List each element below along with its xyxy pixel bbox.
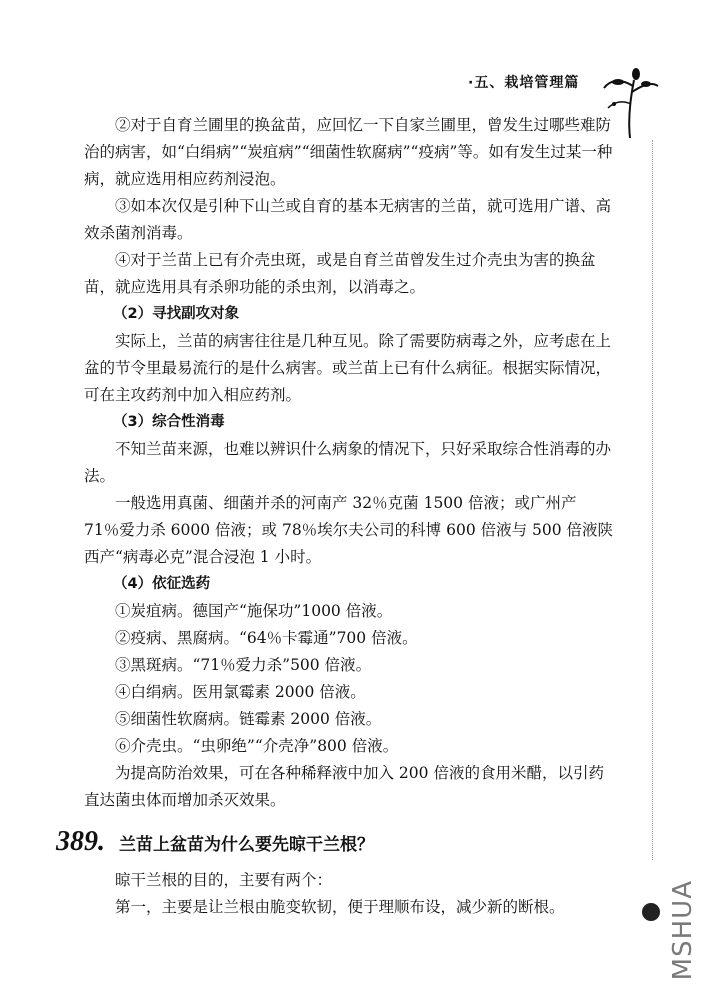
watermark: MSHUA — [668, 880, 698, 981]
list-item: ①炭疽病。德国产“施保功”1000 倍液。 — [115, 602, 393, 620]
paragraph: 一般选用真菌、细菌并杀的河南产 32％克菌 1500 倍液；或广州产 71％爱力杀 6000 倍液；或 78％埃尔夫公司的科博 600 倍液与 500 倍液陕西产“病毒必克”混合浸泡 1 小时。 — [84, 494, 614, 566]
list-item: ④白绢病。医用氯霉素 2000 倍液。 — [115, 683, 366, 701]
question-title: 兰苗上盆苗为什么要先晾干兰根？ — [119, 835, 374, 855]
chapter-title: ·五、栽培管理篇 — [468, 75, 580, 91]
paragraph: ③如本次仅是引种下山兰或自育的基本无病害的兰苗，就可选用广谱、高效杀菌剂消毒。 — [84, 197, 612, 242]
question-number: 389. — [56, 826, 105, 857]
question-heading — [56, 828, 616, 859]
section-heading: （4）依征选药 — [113, 576, 211, 592]
paragraph: 晾干兰根的目的，主要有两个： — [115, 871, 333, 889]
section-heading: （3）综合性消毒 — [113, 414, 225, 430]
paragraph: ④对于兰苗上已有介壳虫斑，或是自育兰苗曾发生过介壳虫为害的换盆苗，就应选用具有杀卵功能的杀虫剂，以消毒之。 — [84, 251, 596, 296]
page-marker-dot — [642, 903, 660, 921]
list-item: ②疫病、黑腐病。“64％卡霉通”700 倍液。 — [115, 629, 418, 647]
paragraph: 为提高防治效果，可在各种稀释液中加入 200 倍液的食用米醋，以引药直达菌虫体而增加杀灭效果。 — [84, 764, 604, 809]
list-item: ⑤细菌性软腐病。链霉素 2000 倍液。 — [115, 710, 382, 728]
section-heading: （2）寻找副攻对象 — [113, 306, 240, 322]
paragraph: 实际上，兰苗的病害往往是几种互见。除了需要防病毒之外，应考虑在上盆的节令里最易流行的是什么病害。或兰苗上已有什么病征。根据实际情况，可在主攻药剂中加入相应药剂。 — [84, 332, 612, 404]
paragraph: ②对于自育兰圃里的换盆苗，应回忆一下自家兰圃里，曾发生过哪些难防治的病害，如“白绢病”“炭疽病”“细菌性软腐病”“疫病”等。如有发生过某一种病，就应选用相应药剂浸泡。 — [84, 116, 613, 188]
paragraph: 不知兰苗来源，也难以辨识什么病象的情况下，只好采取综合性消毒的办法。 — [84, 440, 612, 485]
page-body — [56, 112, 616, 921]
list-item: ⑥介壳虫。“虫卵绝”“介壳净”800 倍液。 — [115, 737, 399, 755]
list-item: ③黑斑病。“71％爱力杀”500 倍液。 — [115, 656, 372, 674]
margin-dotted-rule — [652, 140, 653, 860]
paragraph: 第一，主要是让兰根由脆变软韧，便于理顺布设，减少新的断根。 — [115, 898, 565, 916]
